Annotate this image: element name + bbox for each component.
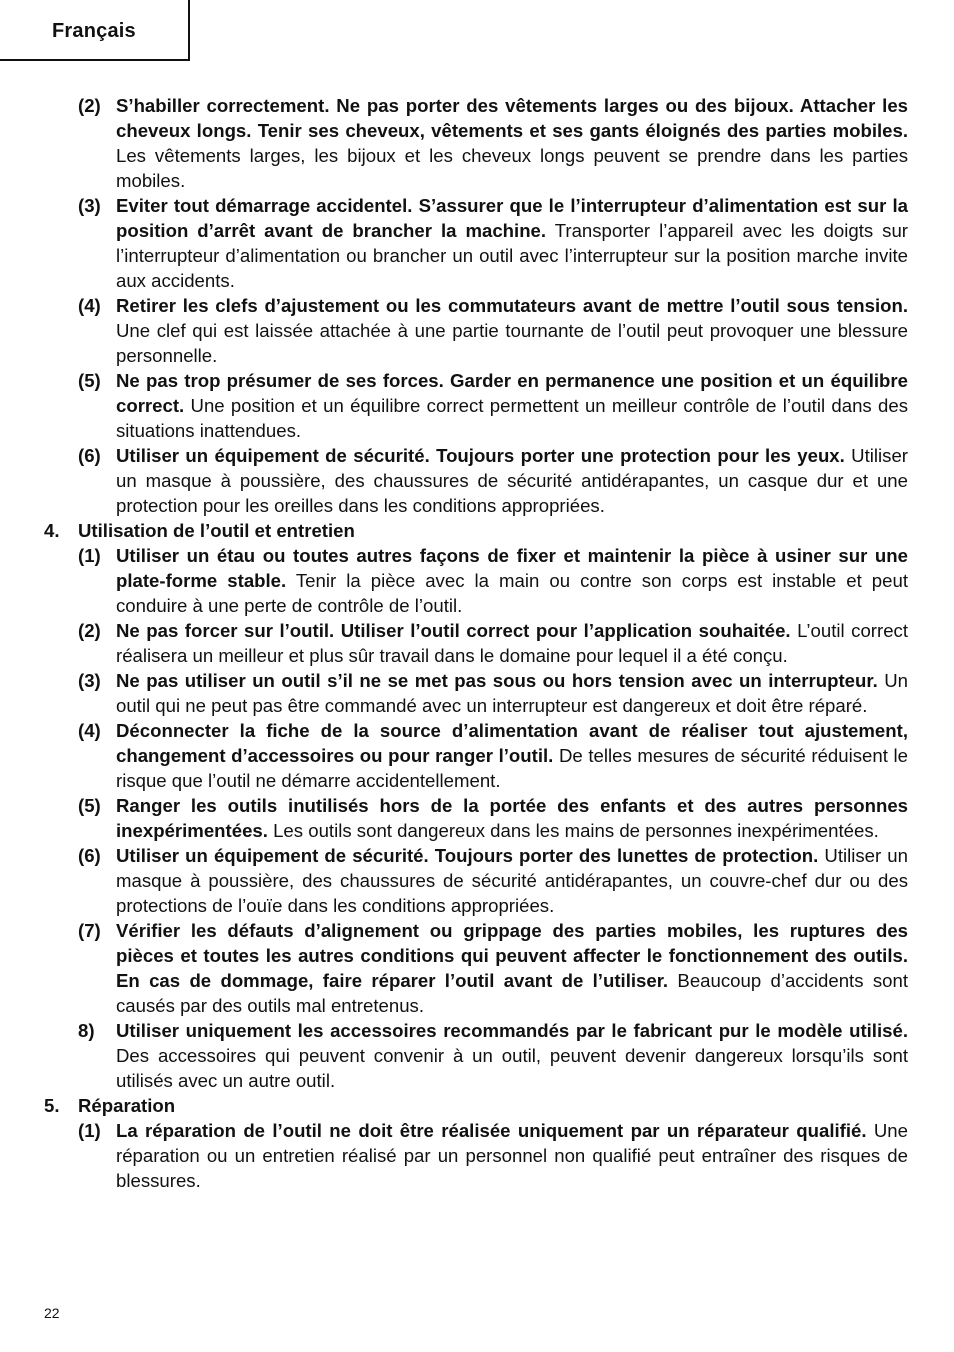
item-number: (3) xyxy=(78,670,101,691)
item-heading: Ranger les outils inutilisés hors de la portée des enfants et des autres personnes inexpérimentées. xyxy=(116,795,908,841)
item-text: Une position et un équilibre correct permettent un meilleur contrôle de l’outil dans des situations inattendues. xyxy=(116,395,908,441)
item-text: Transporter l’appareil avec les doigts sur l’interrupteur d’alimentation ou brancher un outil avec l’interrupteur sur la position marche invite aux accidents. xyxy=(116,220,908,291)
item-heading: Utiliser un équipement de sécurité. Toujours porter une protection pour les yeux. xyxy=(116,445,845,466)
language-label: Français xyxy=(52,20,136,42)
list-item xyxy=(44,1018,908,1093)
list-item xyxy=(44,618,908,668)
section-heading-4 xyxy=(44,518,908,543)
item-heading: Utiliser uniquement les accessoires recommandés par le fabricant pur le modèle utilisé. xyxy=(116,1020,908,1041)
section-number: 5. xyxy=(44,1095,60,1116)
item-text: L’outil correct réalisera un meilleur et plus sûr travail dans le domaine pour lequel il a été conçu. xyxy=(116,620,908,666)
item-number: (4) xyxy=(78,720,101,741)
item-number: (6) xyxy=(78,845,101,866)
item-heading: Eviter tout démarrage accidentel. S’assurer que le l’interrupteur d’alimentation est sur la position d’arrêt avant de brancher la machine. xyxy=(116,195,908,241)
item-heading: La réparation de l’outil ne doit être réalisée uniquement par un réparateur qualifié. xyxy=(116,1120,867,1141)
item-number: (5) xyxy=(78,795,101,816)
list-item xyxy=(44,918,908,1018)
item-text: Beaucoup d’accidents sont causés par des outils mal entretenus. xyxy=(116,970,908,1016)
list-item xyxy=(44,543,908,618)
item-number: (2) xyxy=(78,620,101,641)
list-item xyxy=(44,293,908,368)
list-item xyxy=(44,193,908,293)
item-text: Tenir la pièce avec la main ou contre son corps est instable et peut conduire à une perte de contrôle de l’outil. xyxy=(116,570,908,616)
section-heading-5 xyxy=(44,1093,908,1118)
item-text: Les vêtements larges, les bijoux et les cheveux longs peuvent se prendre dans les parties mobiles. xyxy=(116,145,908,191)
list-item xyxy=(44,843,908,918)
list-item xyxy=(44,93,908,193)
item-number: (1) xyxy=(78,545,101,566)
item-number: (4) xyxy=(78,295,101,316)
item-text: Une réparation ou un entretien réalisé par un personnel non qualifié peut entraîner des risques de blessures. xyxy=(116,1120,908,1191)
item-heading: Ne pas forcer sur l’outil. Utiliser l’outil correct pour l’application souhaitée. xyxy=(116,620,791,641)
list-item xyxy=(44,368,908,443)
item-text: Utiliser un masque à poussière, des chaussures de sécurité antidérapantes, un couvre-chef dur ou des protections de l’ouïe dans les conditions appropriées. xyxy=(116,845,908,916)
item-number: (1) xyxy=(78,1120,101,1141)
item-number: 8) xyxy=(78,1020,95,1041)
item-number: (3) xyxy=(78,195,101,216)
item-heading: Déconnecter la fiche de la source d’alimentation avant de réaliser tout ajustement, changement d’accessoires ou pour ranger l’outil. xyxy=(116,720,908,766)
list-item xyxy=(44,718,908,793)
section-title: Réparation xyxy=(78,1095,176,1116)
item-heading: S’habiller correctement. Ne pas porter des vêtements larges ou des bijoux. Attacher les cheveux longs. Tenir ses cheveux, vêtements et ses gants éloignés des parties mobiles. xyxy=(116,95,908,141)
item-heading: Utiliser un équipement de sécurité. Toujours porter des lunettes de protection. xyxy=(116,845,819,866)
list-item xyxy=(44,443,908,518)
list-item xyxy=(44,793,908,843)
list-item xyxy=(44,668,908,718)
item-text: Utiliser un masque à poussière, des chaussures de sécurité antidérapantes, un casque dur et une protection pour les oreilles dans les conditions appropriées. xyxy=(116,445,908,516)
section-title: Utilisation de l’outil et entretien xyxy=(78,520,355,541)
item-heading: Ne pas trop présumer de ses forces. Garder en permanence une position et un équilibre correct. xyxy=(116,370,908,416)
item-heading: Utiliser un étau ou toutes autres façons de fixer et maintenir la pièce à usiner sur une plate-forme stable. xyxy=(116,545,908,591)
section-number: 4. xyxy=(44,520,60,541)
item-number: (5) xyxy=(78,370,101,391)
list-item xyxy=(44,1118,908,1193)
item-number: (2) xyxy=(78,95,101,116)
item-number: (6) xyxy=(78,445,101,466)
item-heading: Vérifier les défauts d’alignement ou grippage des parties mobiles, les ruptures des pièces et toutes les autres conditions qui peuvent affecter le fonctionnement des outils. En cas de dommage, faire réparer l’outil avant de l’utiliser. xyxy=(116,920,908,991)
item-heading: Retirer les clefs d’ajustement ou les commutateurs avant de mettre l’outil sous tension. xyxy=(116,295,908,316)
item-text: Les outils sont dangereux dans les mains de personnes inexpérimentées. xyxy=(267,820,879,841)
page-number: 22 xyxy=(44,1305,60,1321)
document-body xyxy=(44,93,908,1193)
item-text: De telles mesures de sécurité réduisent le risque que l’outil ne démarre accidentellement. xyxy=(116,745,908,791)
item-text: Une clef qui est laissée attachée à une partie tournante de l’outil peut provoquer une blessure personnelle. xyxy=(116,320,908,366)
item-text: Des accessoires qui peuvent convenir à un outil, peuvent devenir dangereux lorsqu’ils sont utilisés avec un autre outil. xyxy=(116,1045,908,1091)
item-text: Un outil qui ne peut pas être commandé avec un interrupteur est dangereux et doit être réparé. xyxy=(116,670,908,716)
item-heading: Ne pas utiliser un outil s’il ne se met pas sous ou hors tension avec un interrupteur. xyxy=(116,670,878,691)
item-number: (7) xyxy=(78,920,101,941)
language-tab xyxy=(0,0,190,61)
